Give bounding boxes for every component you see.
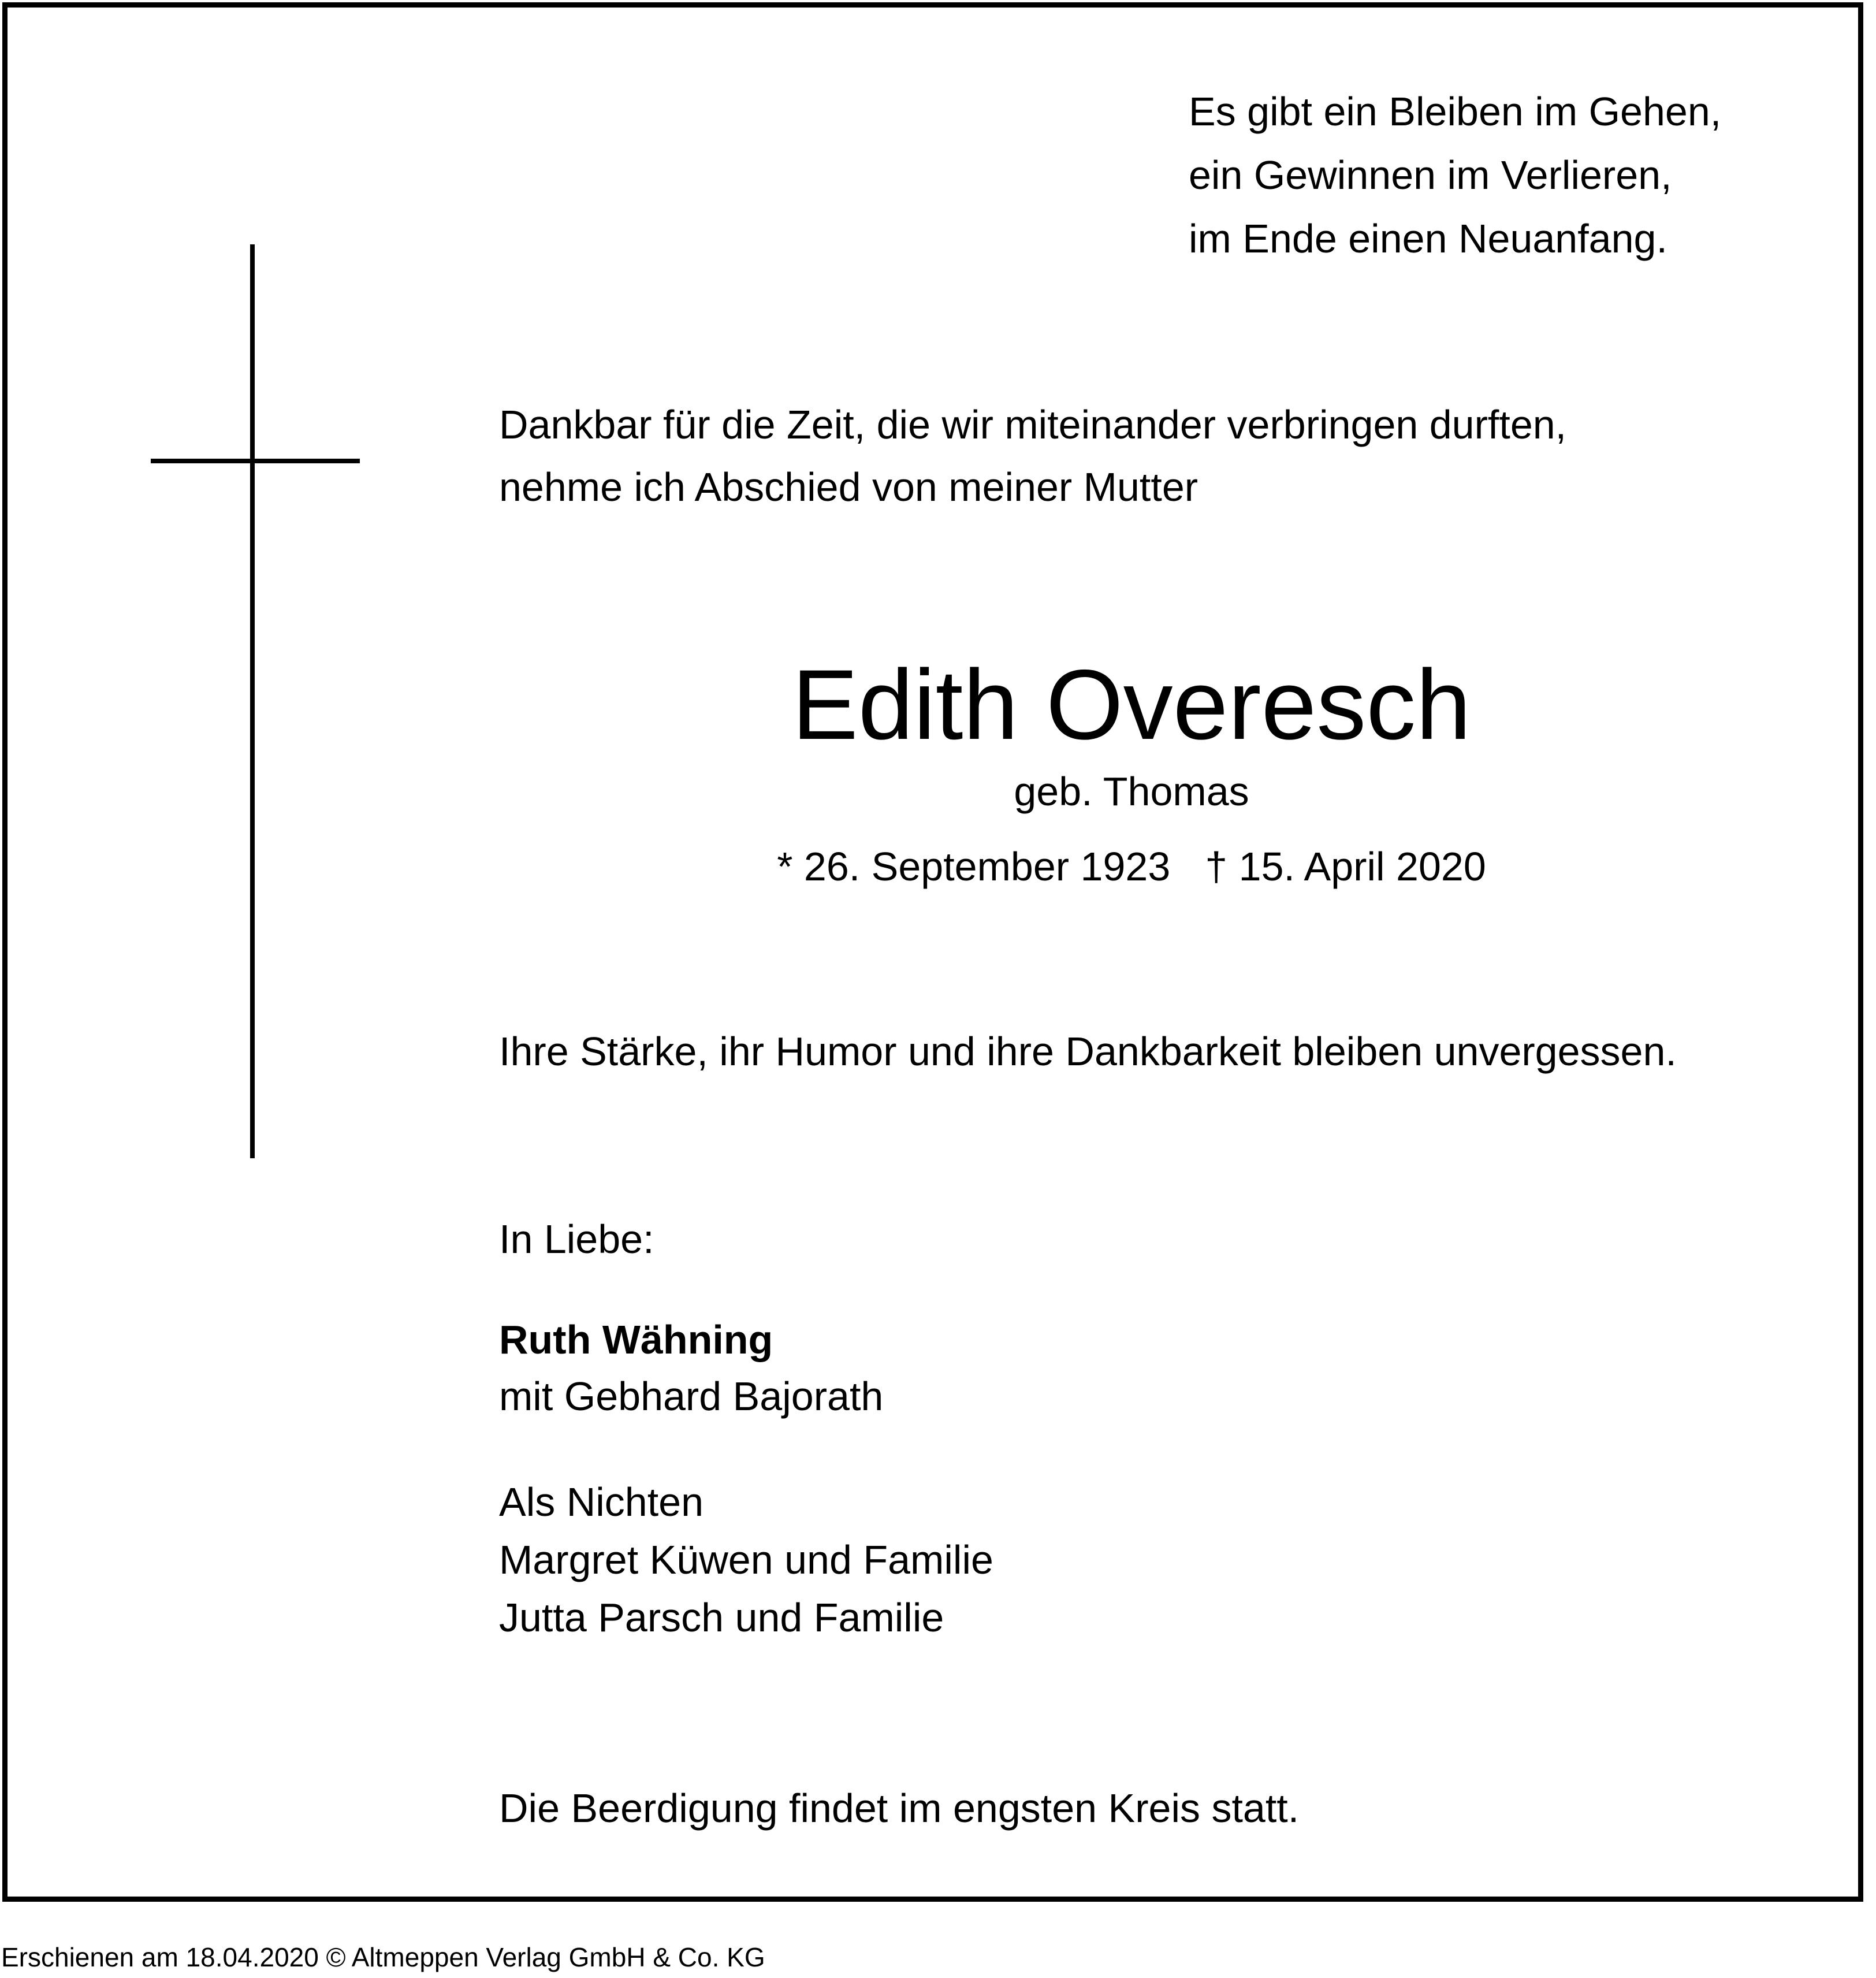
niece-entry: Jutta Parsch und Familie bbox=[499, 1595, 944, 1640]
cross-icon-horizontal-bar bbox=[151, 459, 360, 463]
mourner-primary-companion: mit Gebhard Bajorath bbox=[499, 1374, 884, 1419]
funeral-note: Die Beerdigung findet im engsten Kreis statt. bbox=[499, 1786, 1300, 1831]
verse-line: im Ende einen Neuanfang. bbox=[1189, 216, 1667, 261]
niece-entry: Margret Küwen und Familie bbox=[499, 1537, 993, 1582]
deceased-name: Edith Overesch bbox=[792, 649, 1471, 760]
publication-footer: Erschienen am 18.04.2020 © Altmeppen Verlag GmbH & Co. KG bbox=[1, 1942, 765, 1972]
death-date: † 15. April 2020 bbox=[1205, 844, 1486, 889]
mourner-nieces bbox=[499, 1473, 993, 1646]
in-love-label: In Liebe: bbox=[499, 1217, 654, 1262]
verse-line: Es gibt ein Bleiben im Gehen, bbox=[1189, 89, 1722, 134]
tribute-text: Ihre Stärke, ihr Humor und ihre Dankbarkeit bleiben unvergessen. bbox=[499, 1029, 1677, 1074]
verse-line: ein Gewinnen im Verlieren, bbox=[1189, 153, 1672, 198]
birth-date: * 26. September 1923 bbox=[777, 844, 1171, 889]
intro-line: nehme ich Abschied von meiner Mutter bbox=[499, 464, 1198, 510]
mourner-primary bbox=[499, 1311, 883, 1425]
intro-text bbox=[499, 393, 1566, 518]
intro-line: Dankbar für die Zeit, die wir miteinander verbringen durften, bbox=[499, 402, 1567, 447]
verse bbox=[1189, 80, 1721, 270]
maiden-name: geb. Thomas bbox=[1014, 769, 1249, 814]
mourner-primary-name: Ruth Wähning bbox=[499, 1317, 773, 1362]
life-dates bbox=[0, 841, 1876, 893]
nieces-label: Als Nichten bbox=[499, 1479, 704, 1525]
